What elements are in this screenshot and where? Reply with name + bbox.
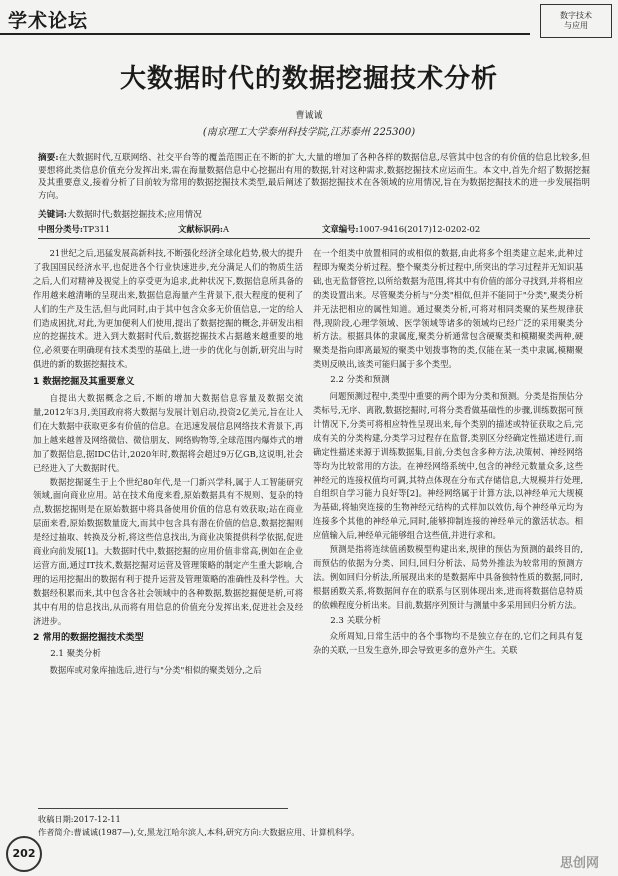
- document-code: [178, 223, 229, 235]
- section-heading: 1 数据挖掘及其重要意义: [33, 376, 135, 388]
- article-affiliation: (南京理工大学泰州科技学院,江苏泰州 225300): [202, 127, 416, 138]
- subsection-heading: 2.2 分类和预测: [330, 375, 390, 386]
- header-divider: [0, 33, 530, 35]
- bio-label: 作者简介:: [38, 827, 74, 837]
- journal-name-line2: 与应用: [564, 21, 588, 30]
- footnote: [38, 813, 360, 839]
- bio-value: 曹诚诚(1987—),女,黑龙江哈尔滨人,本科,研究方向:大数据应用、计算机科学。: [73, 827, 360, 837]
- section-label: 学术论坛: [8, 10, 89, 32]
- paragraph: 众所周知,日常生活中的各个事物均不是独立存在的,它们之间具有复杂的关联,一旦发生意外,即会导致更多的意外产生。关联: [313, 631, 583, 656]
- doc-code-label: 文献标识码:: [178, 224, 223, 234]
- journal-name-line1: 数字技术: [560, 11, 592, 20]
- page-number: 202: [12, 847, 36, 860]
- section-heading: 2 常用的数据挖掘技术类型: [33, 632, 144, 644]
- subsection-heading: 2.3 关联分析: [330, 615, 381, 626]
- keywords: [38, 208, 202, 220]
- meta-divider: [38, 238, 590, 239]
- paragraph: 在一个组类中放置相同的或相似的数据,由此将多个组类建立起来,此种过程即为聚类分析过程。整个聚类分析过程中,所突出的学习过程并无知识基础,也无监督管控,以所给数据为范围,将其中有价值的部分寻找到,并将相应的类设置出来。尽管聚类分析与"分类"相似,但并不能同于"分类",聚类分析并无法把相应的属性知道。通过聚类分析,可将对相同类聚的某些规律获得,现阶段,心理学领域、医学领域等诸多的领域均已经广泛的采用聚类分析方法。根据具体的隶属度,聚类分析通常包含硬聚类和模糊聚类两种,硬聚类是指向即离最短的聚类中划拨事物的类,仅能在某一类中隶属,模糊聚类则反映出,该类可能归属于多个类型。: [313, 248, 583, 370]
- article-title: 大数据时代的数据挖掘技术分析: [119, 64, 498, 94]
- page-number-badge: [6, 836, 42, 872]
- paragraph: 预测是指将连续值函数模型构建出来,规律的预估为预测的最终目的,而预估的依据为分类、回归,回归分析法、局势外推法为较常用的预测方法。例如回归分析法,所展现出来的是数据库中具备独特性质的数据,同时,根据函数关系,将数据间存在的联系与区别体现出来,进而将数据信息特质的依赖程度分析出来。目前,数据序列预计与测量中多采用回归分析方法。: [313, 544, 583, 610]
- subsection-heading: 2.1 聚类分析: [50, 649, 101, 660]
- abstract: [38, 152, 590, 202]
- journal-logo: [540, 4, 612, 38]
- body-column-right: [313, 247, 583, 658]
- keywords-text: 大数据时代;数据挖掘技术;应用情况: [66, 210, 202, 220]
- paragraph: 自提出大数据概念之后,不断的增加大数据信息容量及数据交流量,2012年3月,美国政府将大数据与发展计划启动,投资2亿美元,旨在让人们在大数据中获取更多有价值的信息。在迅速发展信息网络技术背景下,再加上越来越普及网络微信、微信朋友、网络购物等,全球范围内爆炸式的增加了数据信息,据IDC估计,2020年时,数据将会超过9万亿GB,这说明,社会已经进入了大数据时代。: [33, 393, 303, 473]
- footer-divider: [38, 808, 288, 809]
- paragraph: 数据挖掘诞生于上个世纪80年代,是一门新兴学科,属于人工智能研究领域,面向商业应用。站在技术角度来看,原始数据具有不规则、复杂的特点,数据挖掘则是在原始数据中将具备使用价值的信息有效获取;站在商业层面来看,原始数据数量庞大,而其中包含具有潜在价值的信息,数据挖掘则是经过抽取、转换及分析,将这些信息找出,为商业决策提供科学依据,促进商业向前发展[1]。大数据时代中,数据挖掘的应用价值非常高,例如在企业运营方面,通过IT技术,数据挖掘对运营及管理策略的制定产生重大影响,合理的运用挖掘出的数据有利于提升运营及管理策略的准确性及科学性。大数据经积累而来,其中包含各社会领域中的各种数据,数据挖掘便是析,可将其中有用的信息找出,从而将有用信息的价值充分发挥出来,促进社会及经济进步。: [33, 476, 303, 626]
- watermark-brand: 思创网: [560, 856, 600, 871]
- abstract-label: 摘要:: [38, 153, 59, 163]
- doc-code-value: A: [222, 224, 230, 234]
- abstract-text: 在大数据时代,互联网络、社交平台等的覆盖范围正在不断的扩大,大量的增加了各种各样的数据信息,尽管其中包含的有价值的信息比较多,但要想将此类信息价值充分发挥出来,需在海量数据信息中心挖掘出有用的数据,针对这种需求,数据挖掘技术应运而生。本文中,首先介绍了数据挖掘及其重要意义,接着分析了目前较为常用的数据挖掘技术类型,最后阐述了数据挖掘技术在各领域的应用情况,旨在为数据挖掘技术的进一步发展指明方向。: [38, 153, 590, 201]
- keywords-label: 关键词:: [38, 210, 67, 220]
- article-author: 曹诚诚: [295, 111, 323, 121]
- author-bio: [38, 826, 360, 839]
- clc-code: [38, 223, 110, 235]
- page-header: [0, 0, 618, 34]
- article-id-label: 文章编号:: [322, 224, 359, 234]
- received-date: [38, 813, 360, 826]
- article-id-value: 1007-9416(2017)12-0202-02: [358, 224, 481, 234]
- classification-row: [38, 223, 590, 237]
- paragraph: 21世纪之后,迅猛发展高新科技,不断强化经济全球化趋势,极大的提升了我国国民经济水平,也促进各个行业快速进步,充分满足人们的物质生活之后,人们对精神及视觉上的享受更为追求,此种状况下,数据信息所具备的作用越来越清晰的呈现出来,数据信息海量产生背景下,很大程度的便利了人们的生产及生活,但与此同时,由于其中包含众多无价值信息,一定的给人们造成困扰,对此,为更加便利人们使用,提出了数据挖掘的概念,并研发出相应的挖掘技术。进入到大数据时代后,数据挖掘技术占据越来越重要的地位,必须要在明确现有技术类型的基础上,进一步的优化与创新,研究出与时俱进的新的数据挖掘技术。: [33, 248, 303, 370]
- paragraph: 问题预测过程中,类型中重要的两个即为分类和预测。分类是指预估分类标号,无序、离散,数据挖掘时,可将分类看做基础性的步骤,训练数据可预计情况下,分类可将相应特性呈现出来,每个类别的描述或特征获取之后,完成有关的分类构建,分类学习过程存在监督,类别区分经确定性描述进行,而确定性描述来源于训练数据集,目前,分类包含多种方法,决策树、神经网络等均为比较常用的方法。在神经网络系统中,包含的神经元数量众多,这些神经元的连接权值均可调,其特点体现在分布式存储信息,大规模并行处理,自组织自学习能力良好等[2]。神经网络属于计算方法,以神经单元大规模为基础,将轴突连接的生物神经元结构的式样加以效仿,每个神经单元均为连接多个其他的神经单元,同时,能够抑制连接的神经单元的激活状态。相应值输入后,神经单元能够组合这些值,并进行求和。: [313, 391, 583, 541]
- clc-label: 中图分类号:: [38, 224, 83, 234]
- article-id: [322, 223, 480, 235]
- received-value: 2017-12-11: [73, 814, 121, 824]
- paragraph: 数据库或对象库抽选后,进行与"分类"相似的聚类划分,之后: [49, 665, 262, 676]
- clc-value: TP311: [82, 224, 111, 234]
- body-column-left: [33, 247, 303, 678]
- received-label: 收稿日期:: [38, 814, 74, 824]
